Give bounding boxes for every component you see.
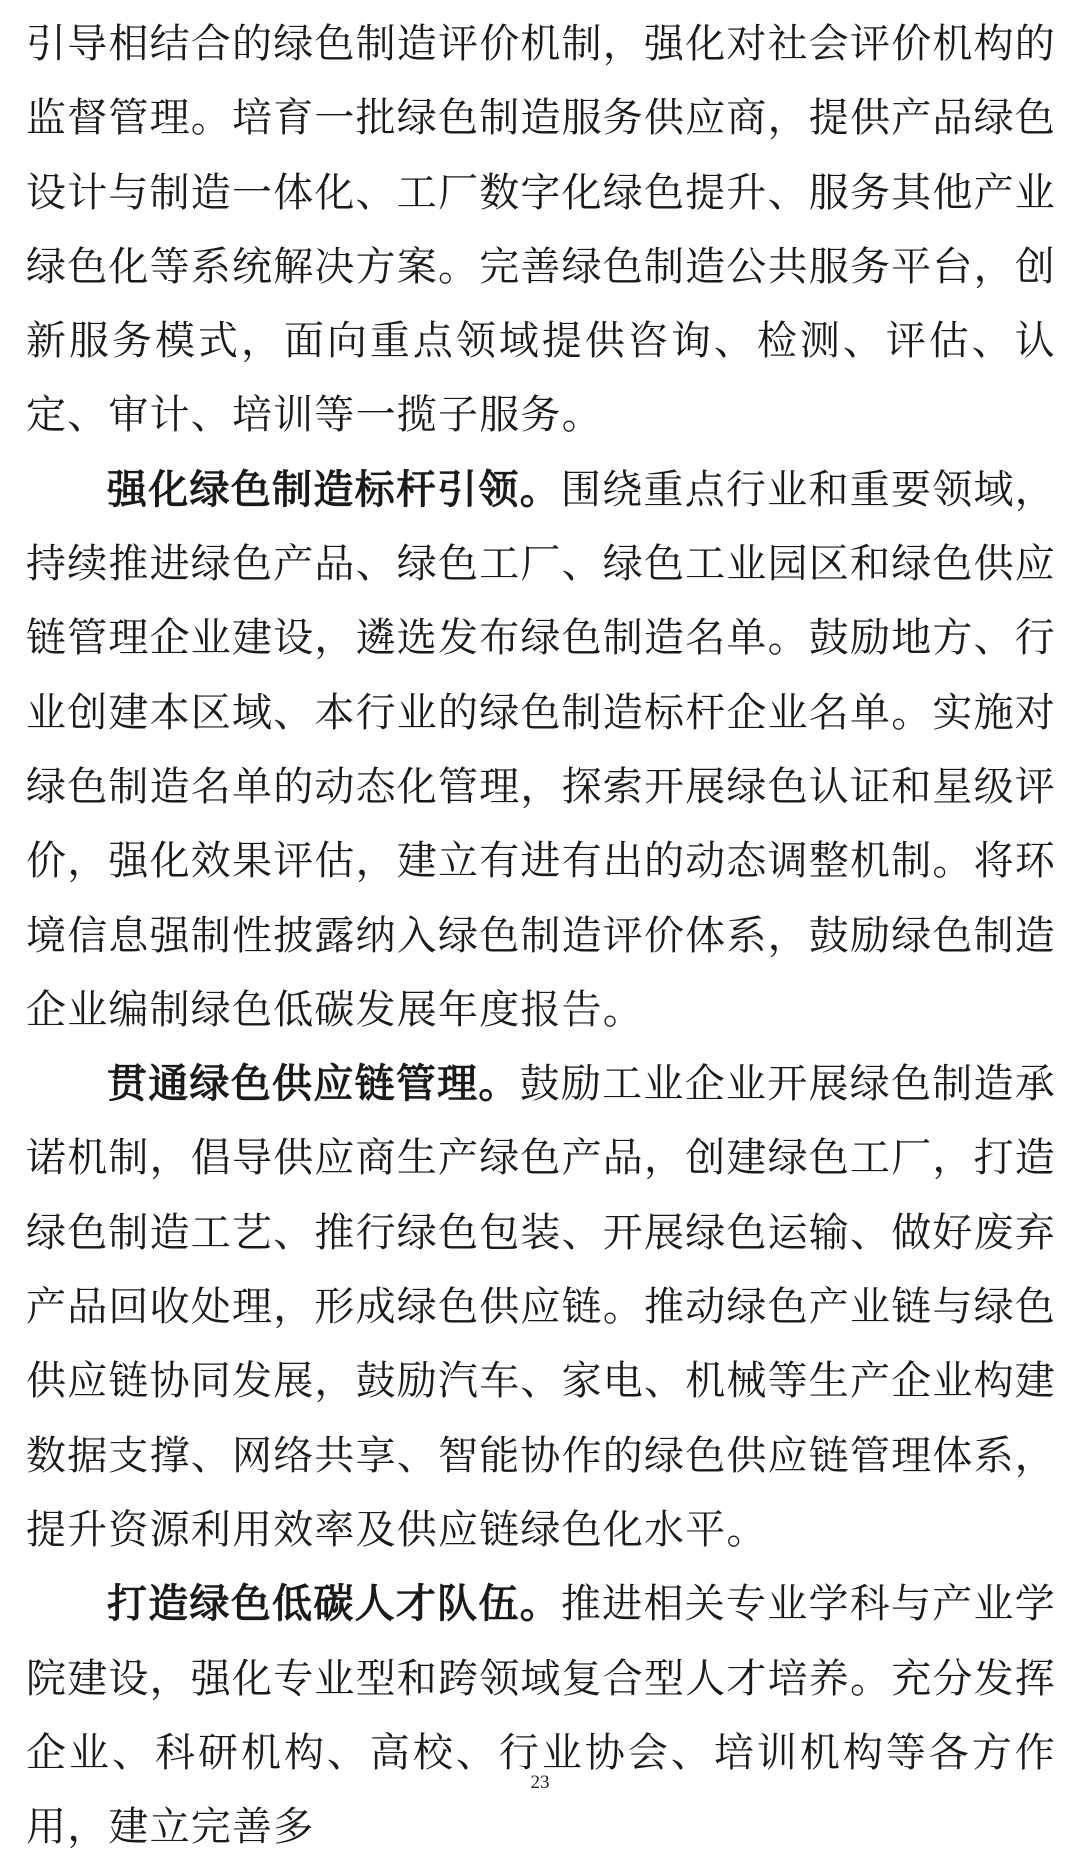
paragraph-lead-heading: 强化绿色制造标杆引领。 [107, 465, 561, 513]
paragraph-green-evaluation-mechanism [26, 0, 1056, 453]
paragraph-body-text: 推进相关专业学科与产业学院建设，强化专业型和跨领域复合型人才培养。充分发挥企业、科研机构、高校、行业协会、培训机构等各方作用，建立完善多 [26, 1581, 1057, 1851]
page-number: 23 [530, 1772, 550, 1793]
paragraph-body-text: 鼓励工业企业开展绿色制造承诺机制，倡导供应商生产绿色产品，创建绿色工厂，打造绿色制造工艺、推行绿色包装、开展绿色运输、做好废弃产品回收处理，形成绿色供应链。推动绿色产业链与绿色供应链协同发展，鼓励汽车、家电、机械等生产企业构建数据支撑、网络共享、智能协作的绿色供应链管理体系，提升资源利用效率及供应链绿色化水平。 [26, 1061, 1056, 1553]
paragraph-green-talent [26, 1567, 1056, 1864]
paragraph-lead-heading: 贯通绿色供应链管理。 [107, 1060, 520, 1108]
paragraph-green-supply-chain [26, 1047, 1056, 1567]
document-body [26, 0, 1056, 1864]
paragraph-lead-heading: 打造绿色低碳人才队伍。 [107, 1580, 561, 1628]
paragraph-body-text: 围绕重点行业和重要领域，持续推进绿色产品、绿色工厂、绿色工业园区和绿色供应链管理企业建设，遴选发布绿色制造名单。鼓励地方、行业创建本区域、本行业的绿色制造标杆企业名单。实施对绿色制造名单的动态化管理，探索开展绿色认证和星级评价，强化效果评估，建立有进有出的动态调整机制。将环境信息强制性披露纳入绿色制造评价体系，鼓励绿色制造企业编制绿色低碳发展年度报告。 [26, 466, 1057, 1033]
paragraph-body-text: 引导相结合的绿色制造评价机制，强化对社会评价机构的监督管理。培育一批绿色制造服务供应商，提供产品绿色设计与制造一体化、工厂数字化绿色提升、服务其他产业绿色化等系统解决方案。完善绿色制造公共服务平台，创新服务模式，面向重点领域提供咨询、检测、评估、认定、审计、培训等一揽子服务。 [26, 21, 1056, 439]
paragraph-green-benchmark [26, 453, 1056, 1047]
